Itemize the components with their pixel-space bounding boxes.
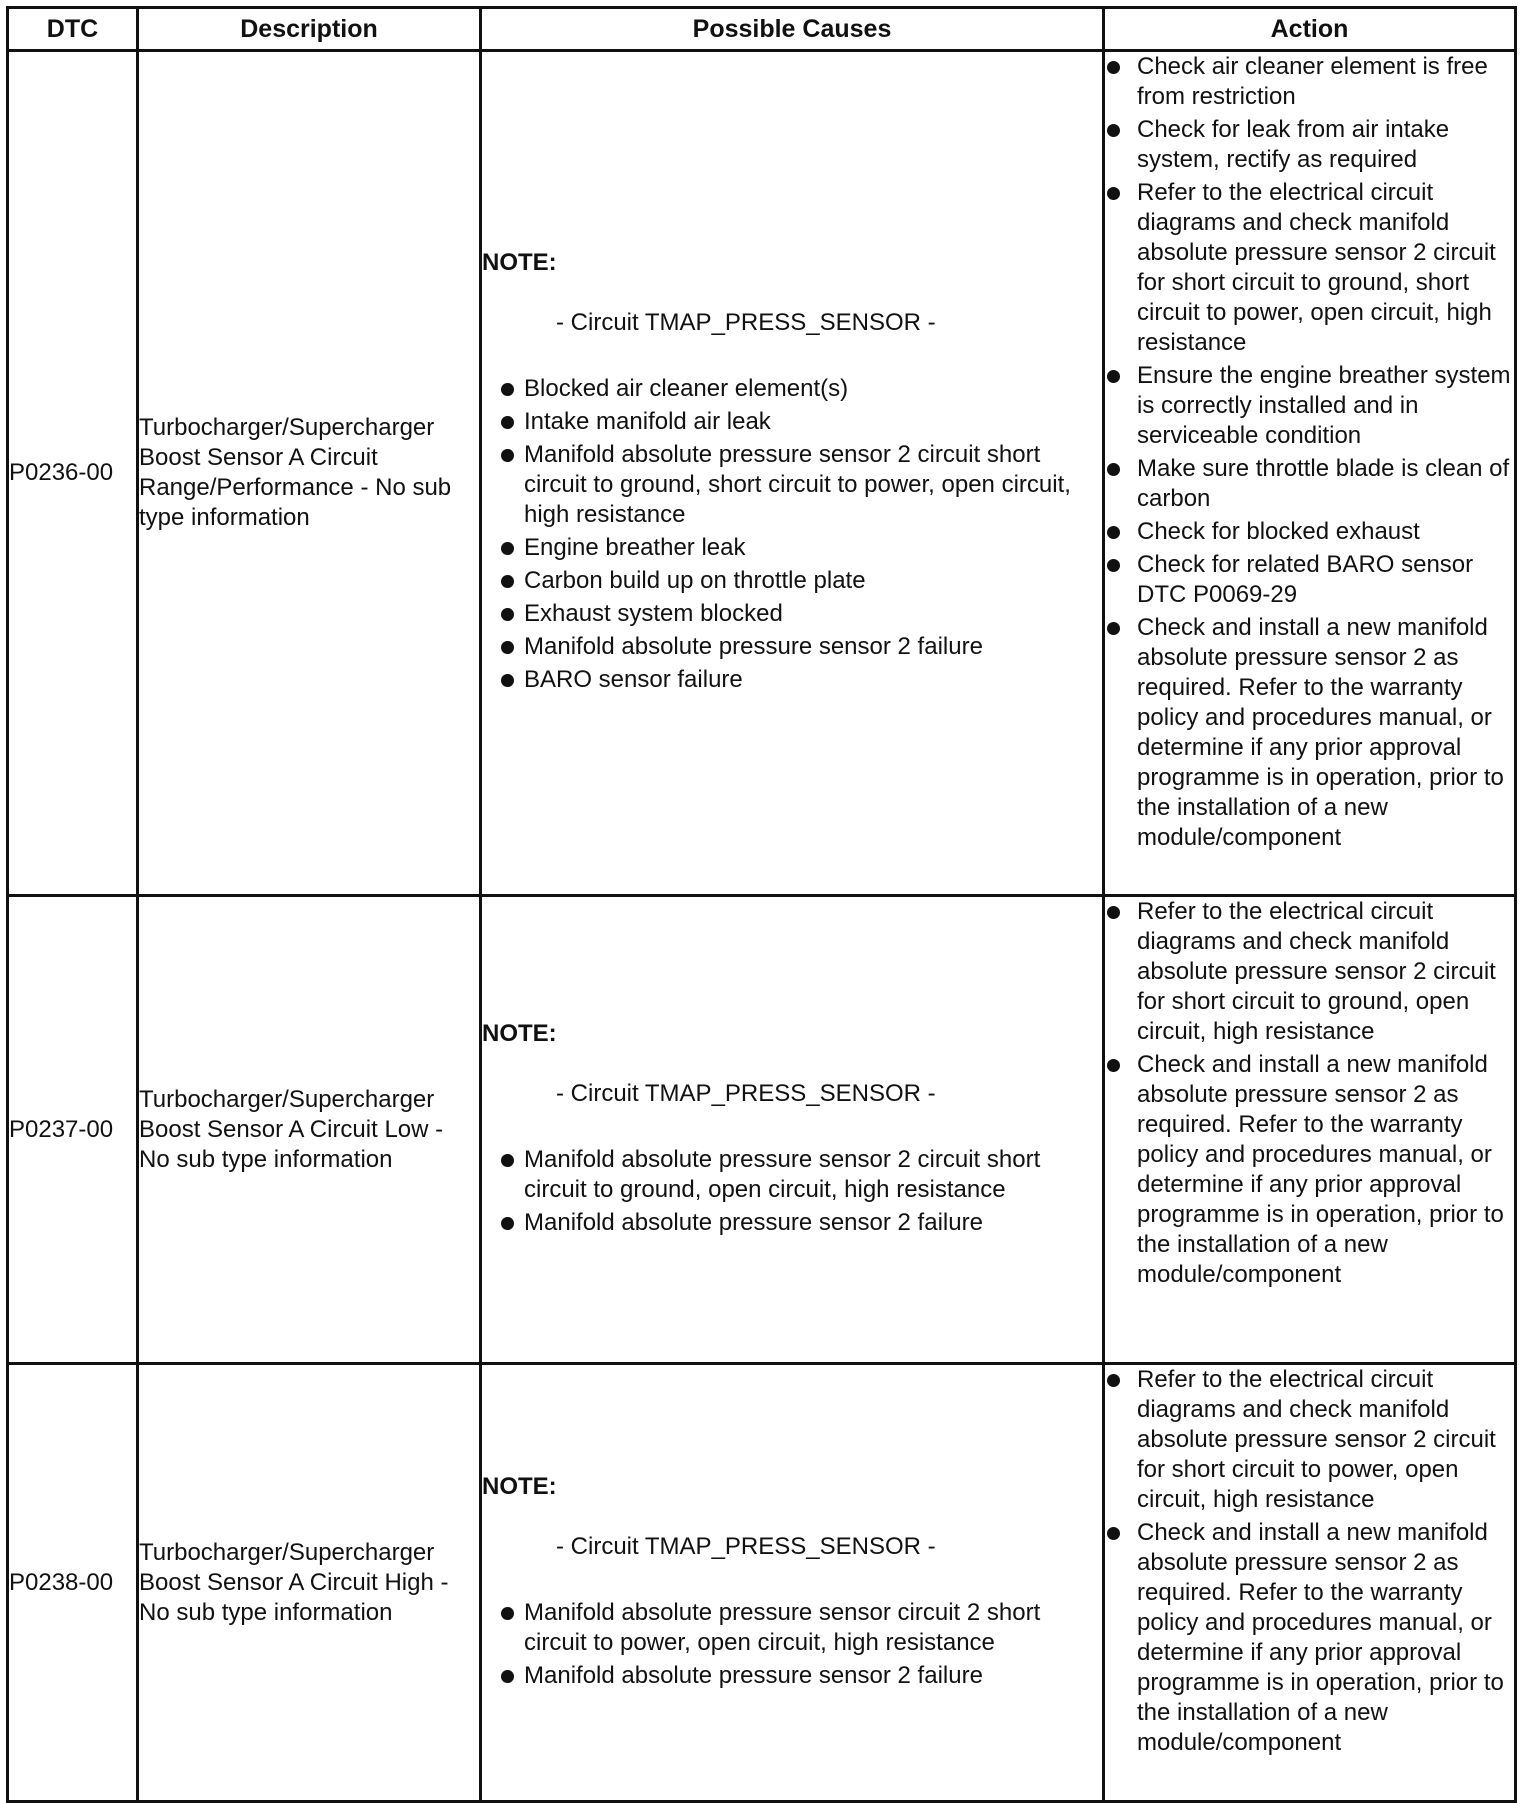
action-item: Check and install a new manifold absolute pressure sensor 2 as required. Refer to the warranty policy and procedures manual, or determine if any prior approval programme is in operation, prior to the installation of a new module/component xyxy=(1105,1518,1514,1758)
action-item: Check air cleaner element is free from restriction xyxy=(1105,52,1514,112)
dtc-table xyxy=(6,6,1517,1803)
cause-item: Blocked air cleaner element(s) xyxy=(482,374,1102,404)
cause-item: Intake manifold air leak xyxy=(482,407,1102,437)
header-description: Description xyxy=(138,8,481,51)
possible-causes-cell xyxy=(481,896,1104,1364)
cause-item: Exhaust system blocked xyxy=(482,599,1102,629)
actions-list xyxy=(1105,1365,1514,1758)
table-row xyxy=(8,1364,1516,1802)
action-item: Ensure the engine breather system is correctly installed and in serviceable condition xyxy=(1105,361,1514,451)
header-dtc: DTC xyxy=(8,8,138,51)
circuit-name: - Circuit TMAP_PRESS_SENSOR - xyxy=(556,1079,936,1107)
note-label: NOTE: xyxy=(482,1472,557,1500)
header-possible-causes: Possible Causes xyxy=(481,8,1104,51)
dtc-code: P0238-00 xyxy=(8,1364,138,1802)
action-item: Refer to the electrical circuit diagrams and check manifold absolute pressure sensor 2 circuit for short circuit to ground, open circuit, high resistance xyxy=(1105,897,1514,1047)
dtc-description: Turbocharger/Supercharger Boost Sensor A Circuit Range/Performance - No sub type information xyxy=(138,51,481,896)
note-label: NOTE: xyxy=(482,1019,557,1047)
table-row xyxy=(8,51,1516,896)
header-action: Action xyxy=(1104,8,1516,51)
possible-causes-cell xyxy=(481,51,1104,896)
cause-item: Manifold absolute pressure sensor circuit 2 short circuit to power, open circuit, high resistance xyxy=(482,1598,1102,1658)
actions-list xyxy=(1105,897,1514,1290)
circuit-name: - Circuit TMAP_PRESS_SENSOR - xyxy=(556,1532,936,1560)
dtc-code: P0237-00 xyxy=(8,896,138,1364)
dtc-document xyxy=(6,6,1514,1803)
action-item: Check for leak from air intake system, rectify as required xyxy=(1105,115,1514,175)
dtc-description: Turbocharger/Supercharger Boost Sensor A Circuit Low - No sub type information xyxy=(138,896,481,1364)
cause-item: Manifold absolute pressure sensor 2 failure xyxy=(482,1661,1102,1691)
cause-item: Engine breather leak xyxy=(482,533,1102,563)
action-cell xyxy=(1104,1364,1516,1802)
possible-causes-cell xyxy=(481,1364,1104,1802)
action-cell xyxy=(1104,896,1516,1364)
actions-list xyxy=(1105,52,1514,853)
action-item: Check for related BARO sensor DTC P0069-29 xyxy=(1105,550,1514,610)
cause-item: Manifold absolute pressure sensor 2 failure xyxy=(482,632,1102,662)
cause-item: Manifold absolute pressure sensor 2 failure xyxy=(482,1208,1102,1238)
cause-item: BARO sensor failure xyxy=(482,665,1102,695)
action-item: Check and install a new manifold absolute pressure sensor 2 as required. Refer to the warranty policy and procedures manual, or determine if any prior approval programme is in operation, prior to the installation of a new module/component xyxy=(1105,1050,1514,1290)
table-row xyxy=(8,896,1516,1364)
causes-list xyxy=(482,1145,1102,1238)
action-cell xyxy=(1104,51,1516,896)
circuit-name: - Circuit TMAP_PRESS_SENSOR - xyxy=(556,309,936,336)
action-item: Make sure throttle blade is clean of carbon xyxy=(1105,454,1514,514)
table-header-row xyxy=(8,8,1516,51)
note-label: NOTE: xyxy=(482,249,557,276)
action-item: Check for blocked exhaust xyxy=(1105,517,1514,547)
dtc-code: P0236-00 xyxy=(8,51,138,896)
causes-list xyxy=(482,374,1102,695)
action-item: Refer to the electrical circuit diagrams and check manifold absolute pressure sensor 2 circuit for short circuit to power, open circuit, high resistance xyxy=(1105,1365,1514,1515)
cause-item: Manifold absolute pressure sensor 2 circuit short circuit to ground, short circuit to power, open circuit, high resistance xyxy=(482,440,1102,530)
dtc-description: Turbocharger/Supercharger Boost Sensor A Circuit High - No sub type information xyxy=(138,1364,481,1802)
causes-list xyxy=(482,1598,1102,1691)
cause-item: Carbon build up on throttle plate xyxy=(482,566,1102,596)
cause-item: Manifold absolute pressure sensor 2 circuit short circuit to ground, open circuit, high resistance xyxy=(482,1145,1102,1205)
action-item: Check and install a new manifold absolute pressure sensor 2 as required. Refer to the warranty policy and procedures manual, or determine if any prior approval programme is in operation, prior to the installation of a new module/component xyxy=(1105,613,1514,853)
action-item: Refer to the electrical circuit diagrams and check manifold absolute pressure sensor 2 circuit for short circuit to ground, short circuit to power, open circuit, high resistance xyxy=(1105,178,1514,358)
